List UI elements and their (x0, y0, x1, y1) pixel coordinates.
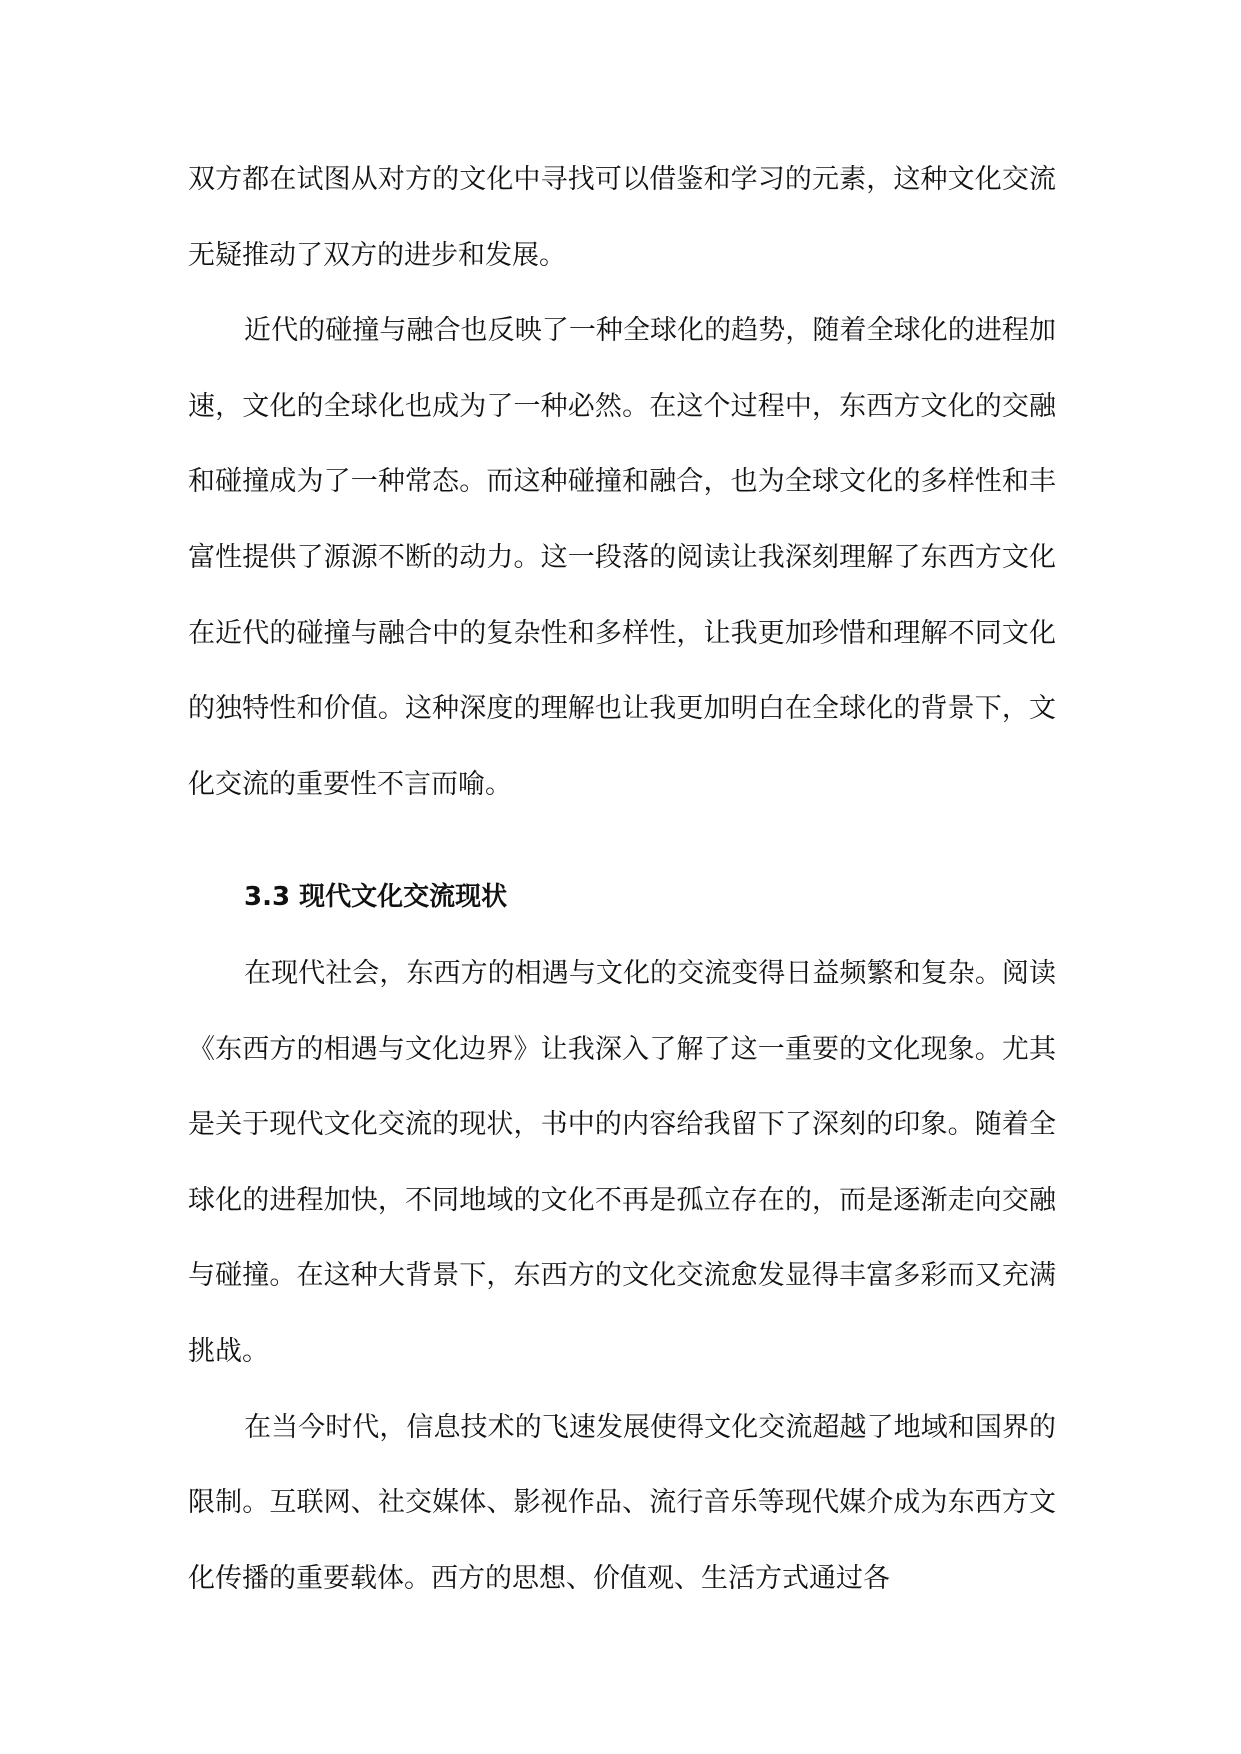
paragraph: 在当今时代，信息技术的飞速发展使得文化交流超越了地域和国界的限制。互联网、社交媒体、影视作品、流行音乐等现代媒介成为东西方文化传播的重要载体。西方的思想、价值观、生活方式通过各 (188, 1411, 1056, 1594)
section-heading: 3.3 现代文化交流现状 (244, 882, 508, 913)
section-spacer (188, 822, 1056, 860)
paragraph-continued: 双方都在试图从对方的文化中寻找可以借鉴和学习的元素，这种文化交流无疑推动了双方的进步和发展。 (188, 164, 1056, 271)
paragraph: 近代的碰撞与融合也反映了一种全球化的趋势，随着全球化的进程加速，文化的全球化也成为了一种必然。在这个过程中，东西方文化的交融和碰撞成为了一种常态。而这种碰撞和融合，也为全球文化的多样性和丰富性提供了源源不断的动力。这一段落的阅读让我深刻理解了东西方文化在近代的碰撞与融合中的复杂性和多样性，让我更加珍惜和理解不同文化的独特性和价值。这种深度的理解也让我更加明白在全球化的背景下，文化交流的重要性不言而喻。 (188, 315, 1056, 800)
document-body (188, 142, 1056, 1616)
paragraph: 在现代社会，东西方的相遇与文化的交流变得日益频繁和复杂。阅读《东西方的相遇与文化边界》让我深入了解了这一重要的文化现象。尤其是关于现代文化交流的现状，书中的内容给我留下了深刻的印象。随着全球化的进程加快，不同地域的文化不再是孤立存在的，而是逐渐走向交融与碰撞。在这种大背景下，东西方的文化交流愈发显得丰富多彩而又充满挑战。 (188, 957, 1056, 1367)
